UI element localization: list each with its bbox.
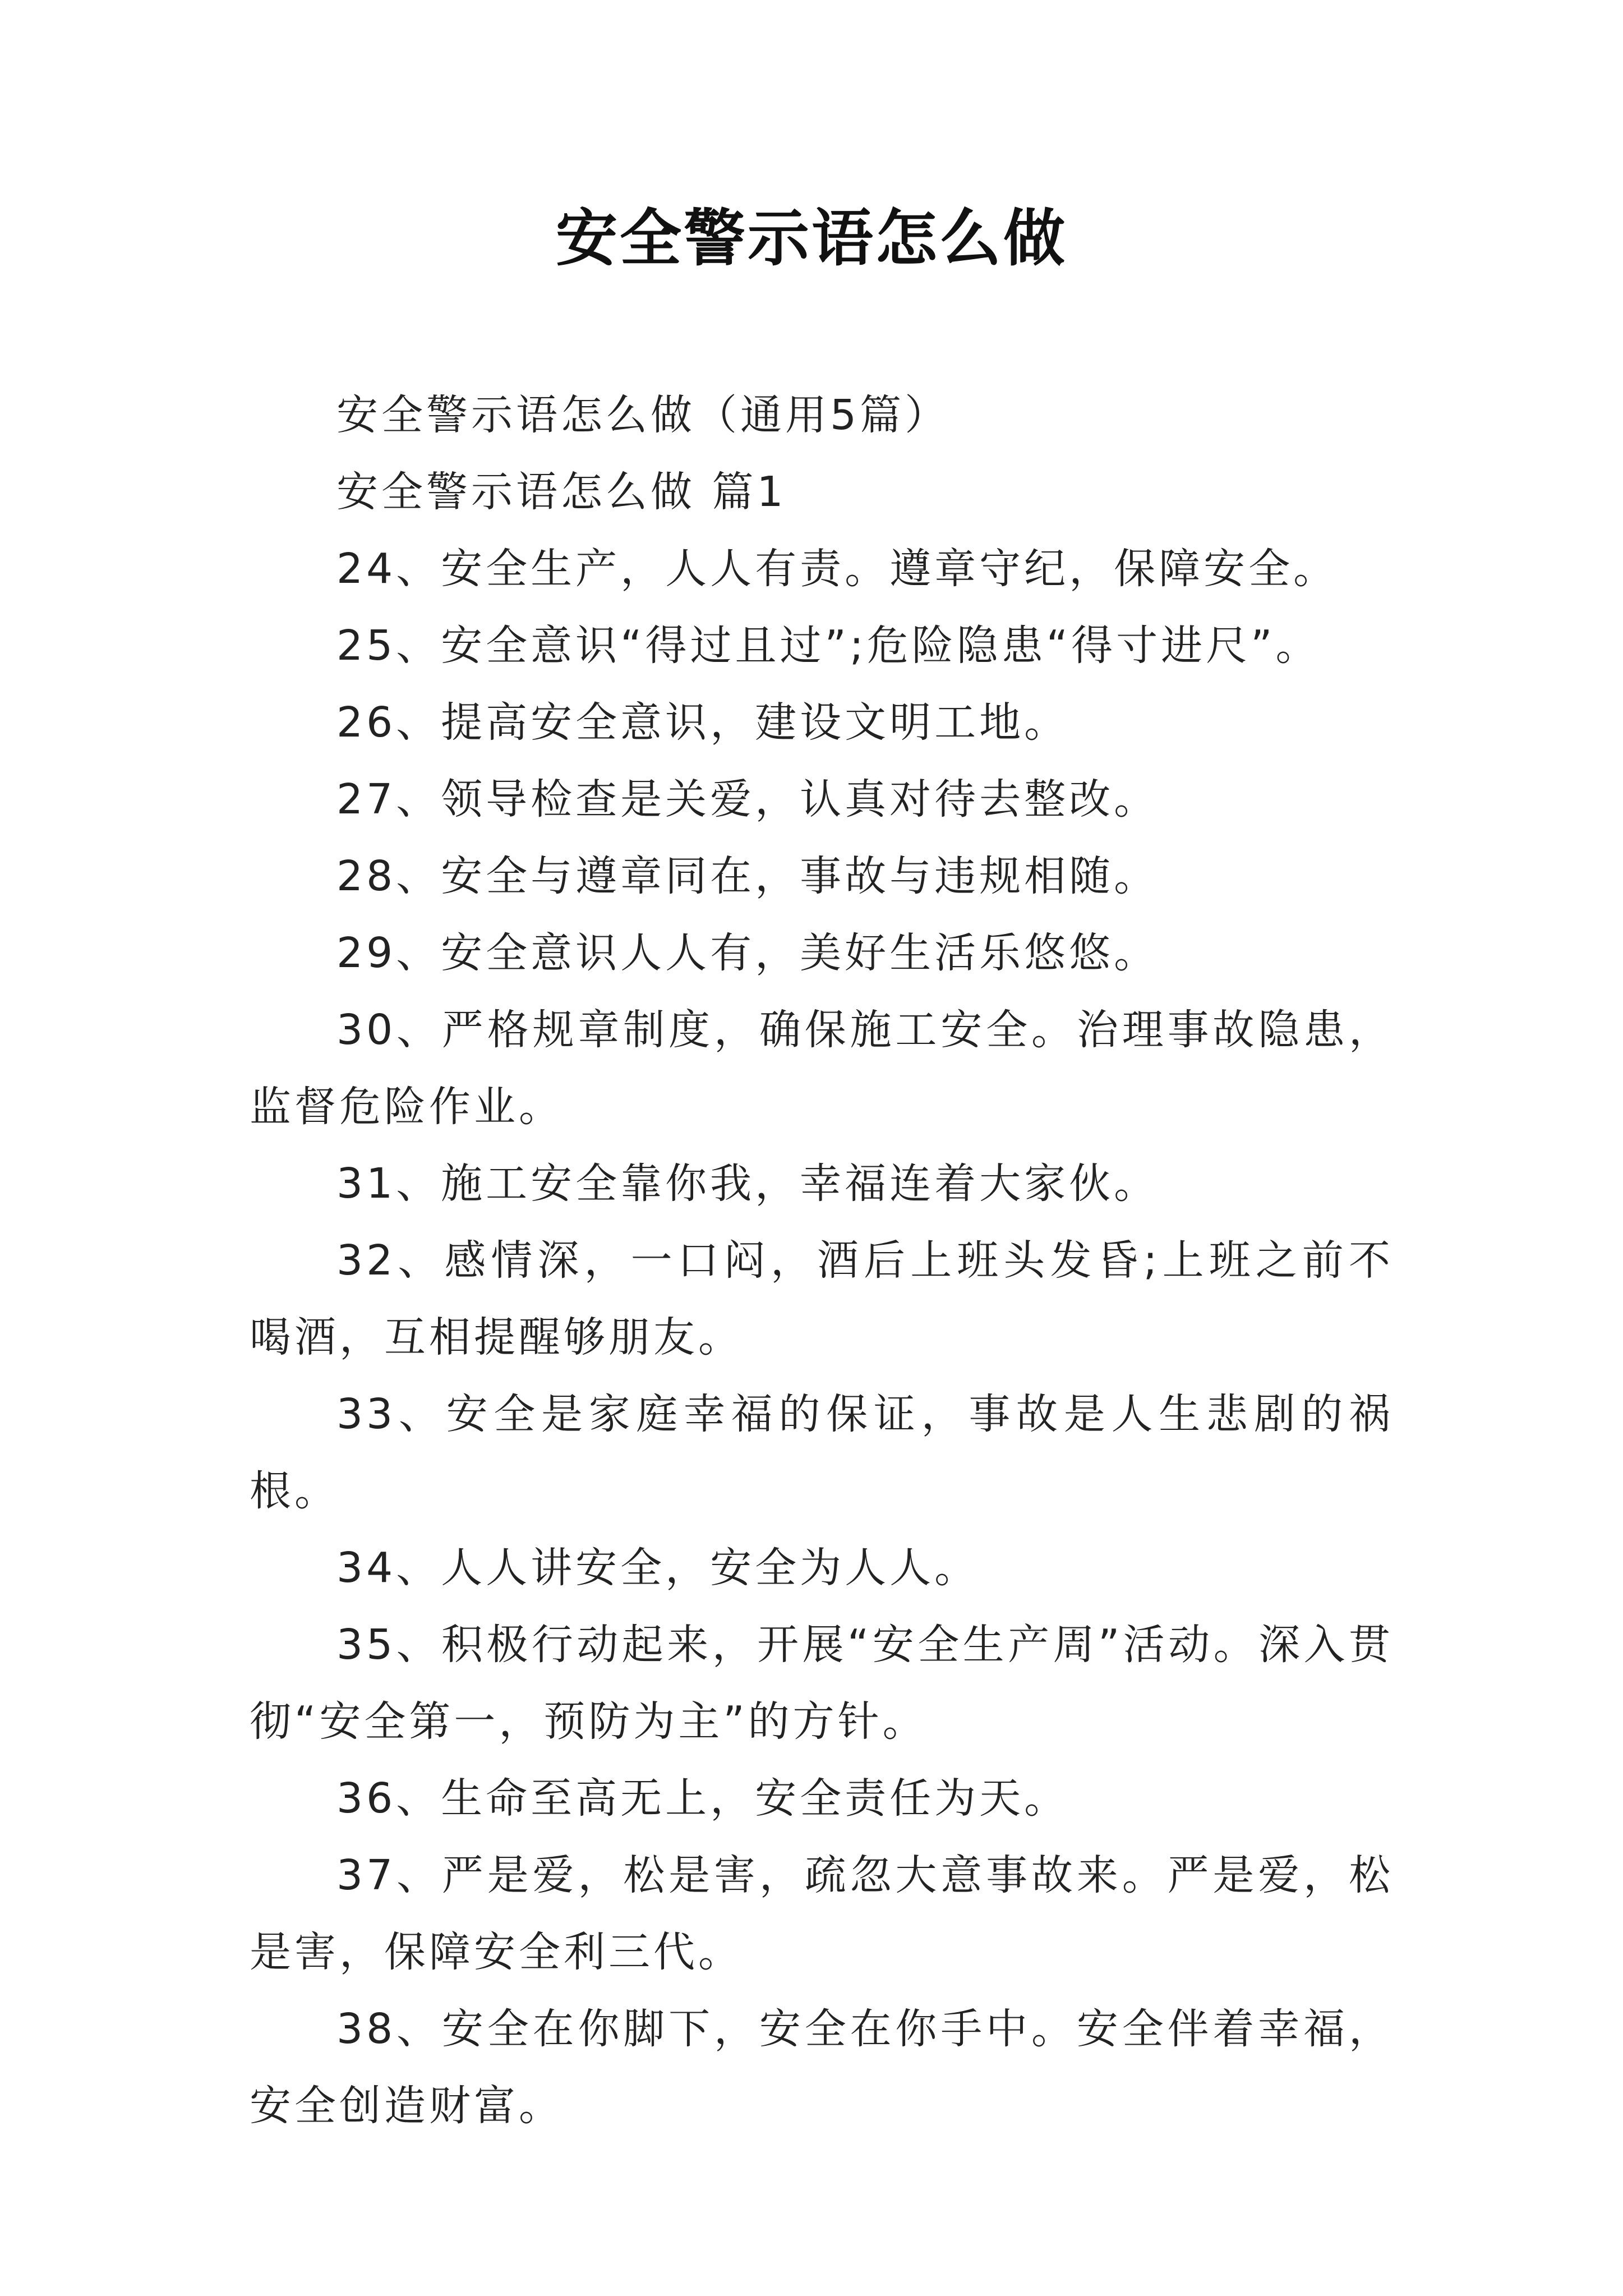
paragraph-item-25: 25、安全意识“得过且过”;危险隐患“得寸进尺”。 bbox=[336, 622, 1321, 670]
paragraph-item-33: 33、安全是家庭幸福的保证，事故是人生悲剧的祸根。 bbox=[250, 1390, 1394, 1515]
paragraph-item-30: 30、严格规章制度，确保施工安全。治理事故隐患，监督危险作业。 bbox=[250, 1006, 1394, 1131]
paragraph-item-27: 27、领导检查是关爱，认真对待去整改。 bbox=[336, 775, 1159, 823]
paragraph-subtitle: 安全警示语怎么做（通用5篇） bbox=[336, 391, 950, 439]
paragraph-item-36: 36、生命至高无上，安全责任为天。 bbox=[336, 1774, 1069, 1823]
document-body bbox=[250, 377, 1394, 2145]
paragraph-item-29: 29、安全意识人人有，美好生活乐悠悠。 bbox=[336, 929, 1159, 977]
paragraph-item-26: 26、提高安全意识，建设文明工地。 bbox=[336, 698, 1069, 747]
paragraph-item-35: 35、积极行动起来，开展“安全生产周”活动。深入贯彻“安全第一，预防为主”的方针。 bbox=[250, 1621, 1394, 1746]
paragraph-item-37: 37、严是爱，松是害，疏忽大意事故来。严是爱，松是害，保障安全利三代。 bbox=[250, 1851, 1394, 1976]
paragraph-item-34: 34、人人讲安全，安全为人人。 bbox=[336, 1544, 980, 1592]
paragraph-item-31: 31、施工安全靠你我，幸福连着大家伙。 bbox=[336, 1159, 1159, 1208]
document-title: 安全警示语怎么做 bbox=[556, 202, 1067, 274]
paragraph-item-24: 24、安全生产，人人有责。遵章守纪，保障安全。 bbox=[336, 545, 1339, 593]
paragraph-item-38: 38、安全在你脚下，安全在你手中。安全伴着幸福，安全创造财富。 bbox=[250, 2005, 1394, 2130]
paragraph-section-heading: 安全警示语怎么做 篇1 bbox=[336, 468, 787, 516]
paragraph-item-32: 32、感情深，一口闷，酒后上班头发昏;上班之前不喝酒，互相提醒够朋友。 bbox=[250, 1236, 1394, 1361]
paragraph-item-28: 28、安全与遵章同在，事故与违规相随。 bbox=[336, 852, 1159, 900]
